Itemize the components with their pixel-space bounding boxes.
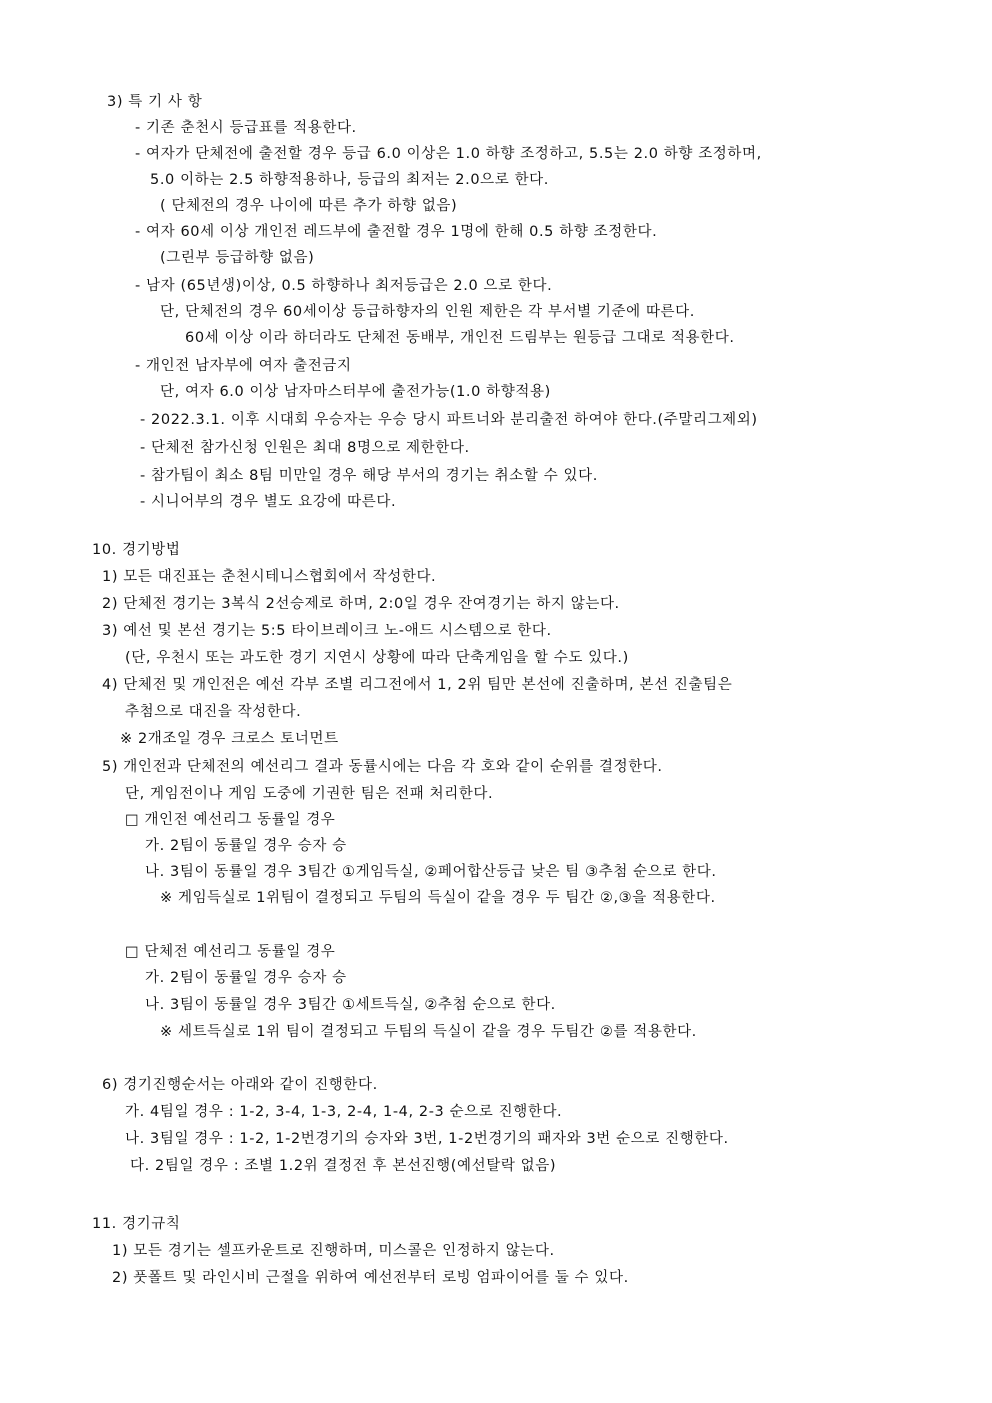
- text-line: 60세 이상 이라 하더라도 단체전 동배부, 개인전 드림부는 원등급 그대로 적용한다.: [185, 330, 735, 346]
- text-line: 2) 단체전 경기는 3복식 2선승제로 하며, 2:0일 경우 잔여경기는 하지 않는다.: [102, 596, 620, 612]
- text-line: 10. 경기방법: [92, 542, 181, 558]
- text-line: - 여자 60세 이상 개인전 레드부에 출전할 경우 1명에 한해 0.5 하향 조정한다.: [135, 224, 658, 240]
- text-line: - 기존 춘천시 등급표를 적용한다.: [135, 120, 357, 136]
- text-line: - 참가팀이 최소 8팀 미만일 경우 해당 부서의 경기는 취소할 수 있다.: [140, 468, 598, 484]
- text-line: 3) 예선 및 본선 경기는 5:5 타이브레이크 노-애드 시스템으로 한다.: [102, 623, 552, 639]
- text-line: 3) 특 기 사 항: [107, 94, 203, 110]
- text-line: - 단체전 참가신청 인원은 최대 8명으로 제한한다.: [140, 440, 470, 456]
- text-line: 1) 모든 대진표는 춘천시테니스협회에서 작성한다.: [102, 569, 437, 585]
- text-line: 가. 2팀이 동률일 경우 승자 승: [145, 970, 347, 986]
- text-line: - 여자가 단체전에 출전할 경우 등급 6.0 이상은 1.0 하향 조정하고, 5.5는 2.0 하향 조정하며,: [135, 146, 762, 162]
- text-line: 나. 3팀이 동률일 경우 3팀간 ①세트득실, ②추첨 순으로 한다.: [145, 997, 556, 1013]
- text-line: (단, 우천시 또는 과도한 경기 지연시 상황에 따라 단축게임을 할 수도 있다.): [125, 650, 629, 666]
- text-line: 2) 풋폴트 및 라인시비 근절을 위하여 예선전부터 로빙 엄파이어를 둘 수 있다.: [112, 1270, 629, 1286]
- text-line: ( 단체전의 경우 나이에 따른 추가 하향 없음): [160, 198, 458, 214]
- text-line: 1) 모든 경기는 셀프카운트로 진행하며, 미스콜은 인정하지 않는다.: [112, 1243, 555, 1259]
- text-line: ※ 세트득실로 1위 팀이 결정되고 두팀의 득실이 같을 경우 두팀간 ②를 적용한다.: [160, 1024, 697, 1040]
- text-line: 다. 2팀일 경우 : 조별 1.2위 결정전 후 본선진행(예선탈락 없음): [130, 1158, 557, 1174]
- text-line: - 개인전 남자부에 여자 출전금지: [135, 358, 352, 374]
- text-line: 5) 개인전과 단체전의 예선리그 결과 동률시에는 다음 각 호와 같이 순위를 결정한다.: [102, 759, 663, 775]
- text-line: - 남자 (65년생)이상, 0.5 하향하나 최저등급은 2.0 으로 한다.: [135, 278, 553, 294]
- text-line: - 2022.3.1. 이후 시대회 우승자는 우승 당시 파트너와 분리출전 하여야 한다.(주말리그제외): [140, 412, 758, 428]
- text-line: 5.0 이하는 2.5 하향적용하나, 등급의 최저는 2.0으로 한다.: [150, 172, 549, 188]
- text-line: 4) 단체전 및 개인전은 예선 각부 조별 리그전에서 1, 2위 팀만 본선에 진출하며, 본선 진출팀은: [102, 677, 733, 693]
- text-line: 단, 단체전의 경우 60세이상 등급하향자의 인원 제한은 각 부서별 기준에 따른다.: [160, 304, 695, 320]
- text-line: 가. 4팀일 경우 : 1-2, 3-4, 1-3, 2-4, 1-4, 2-3 순으로 진행한다.: [125, 1104, 563, 1120]
- text-line: 11. 경기규칙: [92, 1216, 181, 1232]
- text-line: 추첨으로 대진을 작성한다.: [125, 704, 302, 720]
- text-line: ※ 2개조일 경우 크로스 토너먼트: [120, 731, 339, 747]
- text-line: 단, 게임전이나 게임 도중에 기권한 팀은 전패 처리한다.: [125, 786, 494, 802]
- text-line: (그린부 등급하향 없음): [160, 250, 315, 266]
- text-line: 나. 3팀이 동률일 경우 3팀간 ①게임득실, ②페어합산등급 낮은 팀 ③추첨 순으로 한다.: [145, 864, 717, 880]
- text-line: ※ 게임득실로 1위팀이 결정되고 두팀의 득실이 같을 경우 두 팀간 ②,③을 적용한다.: [160, 890, 716, 906]
- text-line: 6) 경기진행순서는 아래와 같이 진행한다.: [102, 1077, 378, 1093]
- text-line: 나. 3팀일 경우 : 1-2, 1-2번경기의 승자와 3번, 1-2번경기의 패자와 3번 순으로 진행한다.: [125, 1131, 729, 1147]
- text-line: 단, 여자 6.0 이상 남자마스터부에 출전가능(1.0 하향적용): [160, 384, 551, 400]
- text-line: 가. 2팀이 동률일 경우 승자 승: [145, 838, 347, 854]
- text-line: □ 단체전 예선리그 동률일 경우: [125, 944, 336, 960]
- text-line: □ 개인전 예선리그 동률일 경우: [125, 812, 336, 828]
- text-line: - 시니어부의 경우 별도 요강에 따른다.: [140, 494, 397, 510]
